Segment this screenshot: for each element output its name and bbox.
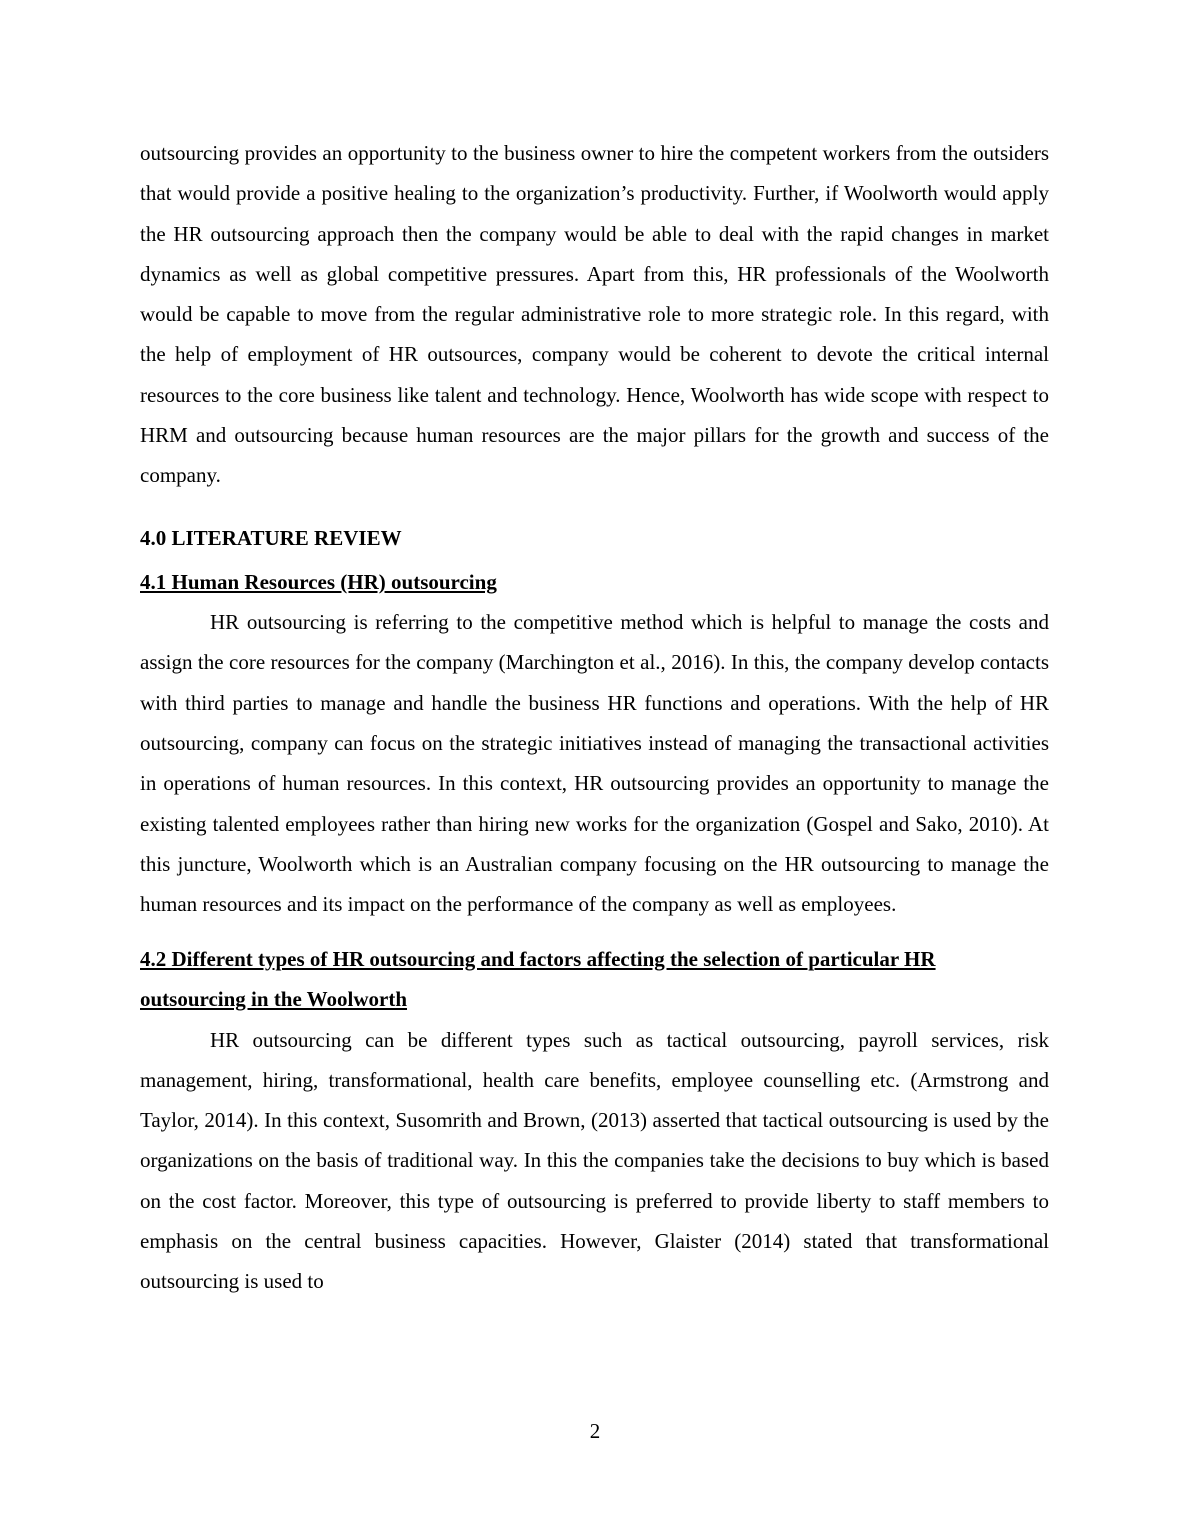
document-page [140, 133, 1049, 1302]
intro-paragraph: outsourcing provides an opportunity to the business owner to hire the competent workers from the outsiders that would provide a positive healing to the organization’s productivity. Further, if Woolworth would apply the HR outsourcing approach then the company would be able to deal with the rapid changes in market dynamics as well as global competitive pressures. Apart from this, HR professionals of the Woolworth would be capable to move from the regular administrative role to more strategic role. In this regard, with the help of employment of HR outsources, company would be coherent to devote the critical internal resources to the core business like talent and technology. Hence, Woolworth has wide scope with respect to HRM and outsourcing because human resources are the major pillars for the growth and success of the company. [140, 141, 1049, 488]
section-heading-literature-review: 4.0 LITERATURE REVIEW [140, 525, 402, 550]
hr-outsourcing-paragraph: HR outsourcing is referring to the competitive method which is helpful to manage the costs and assign the core resources for the company (Marchington et al., 2016). In this, the company develop contacts with third parties to manage and handle the business HR functions and operations. With the help of HR outsourcing, company can focus on the strategic initiatives instead of managing the transactional activities in operations of human resources. In this context, HR outsourcing provides an opportunity to manage the existing talented employees rather than hiring new works for the organization (Gospel and Sako, 2010). At this juncture, Woolworth which is an Australian company focusing on the HR outsourcing to manage the human resources and its impact on the performance of the company as well as employees. [140, 610, 1049, 917]
subsection-heading-hr-outsourcing: 4.1 Human Resources (HR) outsourcing [140, 569, 497, 594]
types-of-hr-outsourcing-paragraph: HR outsourcing can be different types such as tactical outsourcing, payroll services, risk management, hiring, transformational, health care benefits, employee counselling etc. (Armstrong and Taylor, 2014). In this context, Susomrith and Brown, (2013) asserted that tactical outsourcing is used by the organizations on the basis of traditional way. In this the companies take the decisions to buy which is based on the cost factor. Moreover, this type of outsourcing is preferred to provide liberty to staff members to emphasis on the central business capacities. However, Glaister (2014) stated that transformational outsourcing is used to [140, 1027, 1049, 1294]
page-number: 2 [589, 1419, 601, 1443]
subsection-heading-types-of-hr-outsourcing: 4.2 Different types of HR outsourcing and factors affecting the selection of particular HR outsourcing in the Woolworth [140, 946, 936, 1012]
